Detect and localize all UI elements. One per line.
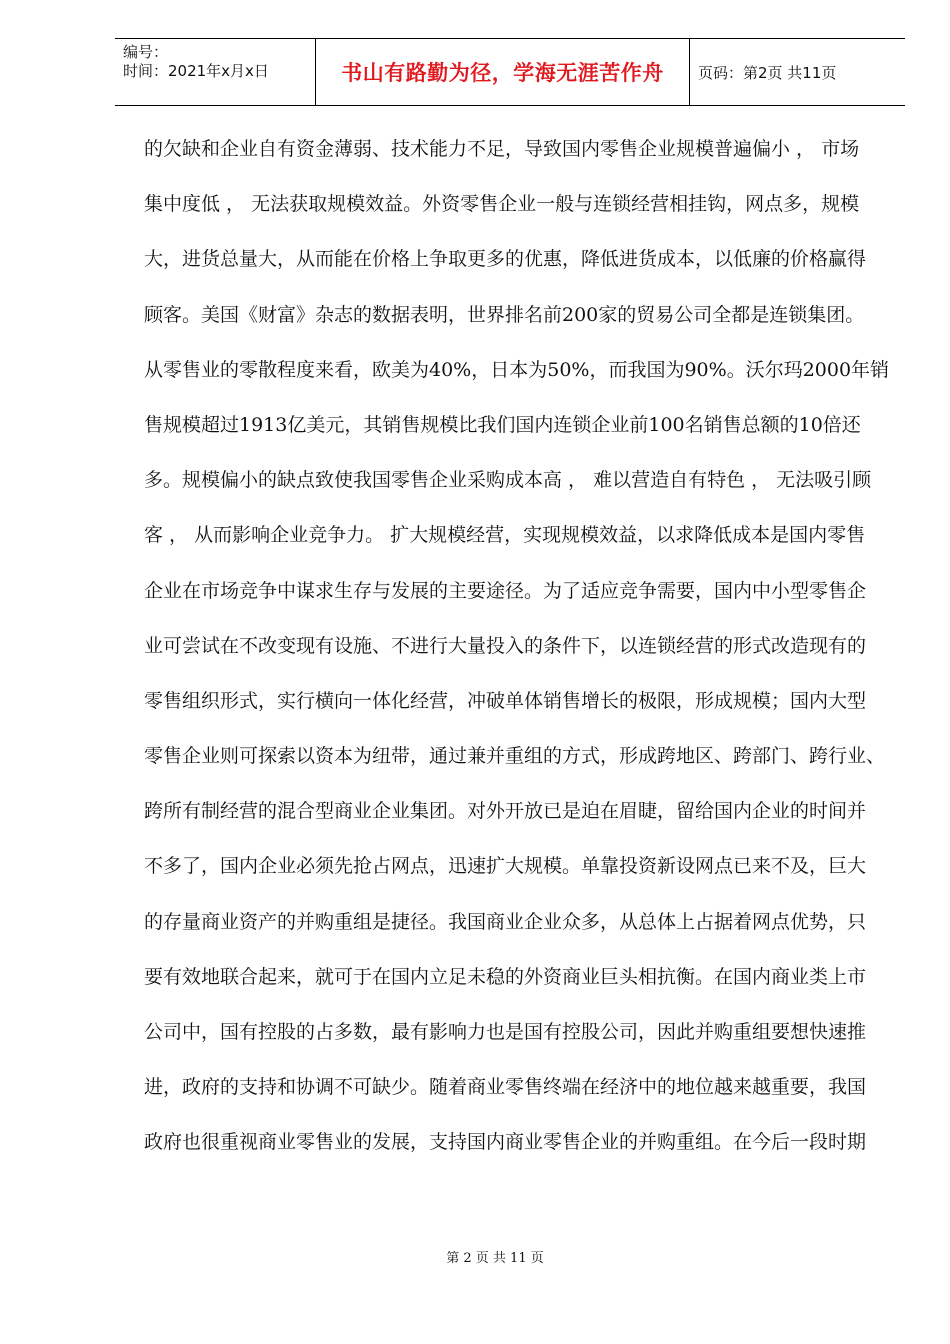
header-page-info: 页码：第2页 共11页: [698, 63, 837, 82]
text-line: 政府也很重视商业零售业的发展，支持国内商业零售企业的并购重组。在今后一段时期: [144, 1131, 867, 1154]
text-line: 大，进货总量大，从而能在价格上争取更多的优惠，降低进货成本，以低廉的价格赢得: [144, 248, 867, 271]
text-line: 售规模超过1913亿美元，其销售规模比我们国内连锁企业前100名销售总额的10倍还: [144, 413, 861, 436]
text-line: 从零售业的零散程度来看，欧美为40%，日本为50%，而我国为90%。沃尔玛2000年销: [144, 358, 890, 381]
text-line: 的欠缺和企业自有资金薄弱、技术能力不足，导致国内零售企业规模普遍偏小 ， 市场: [144, 138, 860, 160]
header-meta: [115, 39, 316, 105]
document-body: [144, 122, 889, 1171]
text-line: 客 ， 从而影响企业竞争力。 扩大规模经营，实现规模效益，以求降低成本是国内零售: [144, 524, 866, 547]
text-line: 跨所有制经营的混合型商业企业集团。对外开放已是迫在眉睫，留给国内企业的时间并: [144, 800, 867, 823]
time-label: 时间：2021年x月x日: [123, 62, 269, 80]
serial-label: 编号：: [123, 43, 169, 61]
text-line: 要有效地联合起来，就可于在国内立足未稳的外资商业巨头相抗衡。在国内商业类上市: [144, 965, 867, 988]
header-motto: 书山有路勤为径，学海无涯苦作舟: [316, 39, 690, 105]
text-line: 多。规模偏小的缺点致使我国零售企业采购成本高 ， 难以营造自有特色 ， 无法吸引顾: [144, 469, 872, 492]
text-line: 顾客。美国《财富》杂志的数据表明，世界排名前200家的贸易公司全都是连锁集团。: [144, 303, 865, 326]
text-line: 公司中，国有控股的占多数，最有影响力也是国有控股公司，因此并购重组要想快速推: [144, 1021, 867, 1043]
text-line: 不多了，国内企业必须先抢占网点，迅速扩大规模。单靠投资新设网点已来不及，巨大: [144, 855, 867, 878]
text-line: 的存量商业资产的并购重组是捷径。我国商业企业众多，从总体上占据着网点优势，只: [144, 910, 867, 933]
page-header: [115, 38, 905, 106]
text-line: 零售企业则可探索以资本为纽带，通过兼并重组的方式，形成跨地区、跨部门、跨行业、: [144, 745, 886, 768]
text-line: 业可尝试在不改变现有设施、不进行大量投入的条件下，以连锁经营的形式改造现有的: [144, 634, 867, 657]
text-line: 零售组织形式，实行横向一体化经营，冲破单体销售增长的极限，形成规模；国内大型: [144, 689, 867, 712]
text-line: 进，政府的支持和协调不可缺少。随着商业零售终端在经济中的地位越来越重要，我国: [144, 1076, 867, 1099]
text-line: 集中度低 ， 无法获取规模效益。外资零售企业一般与连锁经营相挂钩，网点多，规模: [144, 193, 860, 216]
text-line: 企业在市场竞争中谋求生存与发展的主要途径。为了适应竞争需要，国内中小型零售企: [144, 579, 867, 602]
page-footer: 第 2 页 共 11 页: [446, 1251, 544, 1266]
